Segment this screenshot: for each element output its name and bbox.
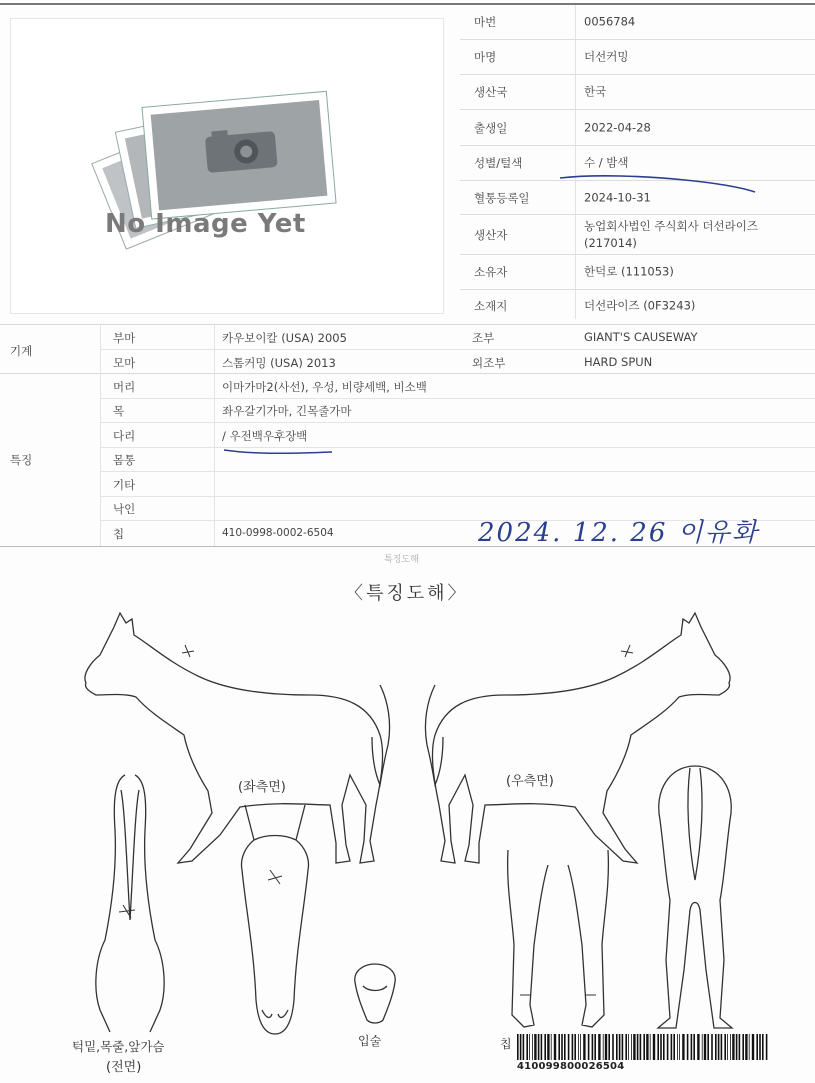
barcode-bar (538, 1034, 540, 1060)
barcode-bar (727, 1034, 728, 1060)
barcode-bar (637, 1034, 639, 1060)
info-label: 생산자 (474, 227, 508, 242)
barcode-bar (558, 1034, 560, 1060)
barcode-bar (640, 1034, 642, 1060)
info-label: 생산국 (474, 85, 508, 99)
horse-photo-placeholder (10, 18, 444, 314)
info-label: 소유자 (474, 265, 508, 279)
barcode-bar (625, 1034, 627, 1060)
horse-rear-drawing (640, 760, 750, 1035)
barcode-bar (517, 1034, 519, 1060)
barcode-bar (646, 1034, 648, 1060)
info-row-horse-number (460, 5, 815, 40)
sire-label: 부마 (113, 331, 136, 345)
horse-front-neck-drawing (85, 770, 175, 1040)
barcode-bar (707, 1034, 709, 1060)
barcode-bar (657, 1034, 659, 1060)
info-value: 더선라이즈 (0F3243) (584, 298, 696, 313)
pedigree-section-label: 기계 (10, 344, 33, 358)
feature-row-divider (100, 422, 815, 423)
info-value: 2024-10-31 (584, 190, 651, 204)
chip-label: 칩 (500, 1037, 512, 1051)
info-row-breeder (460, 215, 815, 255)
barcode-bar (721, 1034, 723, 1060)
info-label: 성별/털색 (474, 156, 523, 170)
barcode-bar (554, 1034, 556, 1060)
info-value: 수 / 밤색 (584, 155, 629, 170)
feature-value-head: 이마가마2(사선), 우성, 비량세백, 비소백 (222, 380, 427, 394)
barcode-bar (742, 1034, 744, 1060)
barcode-bar (715, 1034, 717, 1060)
barcode-bar (574, 1034, 576, 1060)
info-label: 소재지 (474, 299, 508, 313)
feature-label-neck: 목 (113, 404, 125, 418)
feature-row-divider (100, 496, 815, 497)
dam-label: 모마 (113, 356, 136, 370)
barcode-bar (653, 1034, 655, 1060)
barcode-bar (532, 1034, 533, 1060)
barcode-bar (643, 1034, 645, 1060)
damsire-label: 외조부 (472, 356, 506, 370)
barcode-bar (739, 1034, 741, 1060)
barcode-bar (691, 1034, 693, 1060)
barcode-bar (732, 1034, 734, 1060)
drawing-title: 〈특징도해〉 (345, 583, 469, 604)
barcode-bar (608, 1034, 610, 1060)
barcode-bar (697, 1034, 699, 1060)
barcode-bar (526, 1034, 528, 1060)
feature-value-chip: 410-0998-0002-6504 (222, 527, 334, 539)
handwritten-date-signature: 2024. 12. 26 이유화 (478, 518, 760, 548)
front-label-line2: (전면) (106, 1060, 142, 1075)
grandsire-label: 조부 (472, 331, 495, 345)
barcode-bar (622, 1034, 624, 1060)
barcode-bar (702, 1034, 703, 1060)
barcode-bar (544, 1034, 546, 1060)
breeder-name: 농업회사법인 주식회사 더선라이즈 (584, 218, 758, 233)
horse-lips-drawing (345, 962, 405, 1027)
info-label: 마번 (474, 15, 497, 29)
info-label: 출생일 (474, 120, 508, 135)
barcode-number: 410099800026504 (517, 1061, 625, 1072)
info-label: 마명 (474, 50, 497, 64)
info-row-location (460, 290, 815, 322)
handwritten-underline-mark (555, 170, 765, 200)
barcode-bar (752, 1034, 754, 1060)
table-top-border (0, 324, 815, 325)
barcode-bar (534, 1034, 536, 1060)
feature-row-divider (100, 398, 815, 399)
barcode-bar (718, 1034, 720, 1060)
features-section-label: 특징 (10, 453, 33, 467)
barcode-bar (663, 1034, 665, 1060)
feature-label-head: 머리 (113, 380, 136, 394)
drawing-small-caption: 특징도해 (384, 555, 419, 565)
barcode-bar (749, 1034, 750, 1060)
barcode-bar (679, 1034, 680, 1060)
breeder-code: (217014) (584, 235, 637, 250)
barcode-bar (660, 1034, 662, 1060)
feature-row-divider (100, 471, 815, 472)
feature-value-neck: 좌우갈기가마, 긴목줄가마 (222, 404, 352, 418)
features-top-border (0, 373, 815, 374)
feature-label-chip: 칩 (113, 527, 125, 541)
feature-label-body: 몸통 (113, 453, 136, 467)
barcode-bar (693, 1034, 695, 1060)
barcode-bar (633, 1034, 635, 1060)
sire-value: 카우보이칼 (USA) 2005 (222, 331, 347, 345)
barcode-bar (588, 1034, 590, 1060)
barcode-bar (568, 1034, 570, 1060)
grandsire-value: GIANT'S CAUSEWAY (584, 330, 698, 344)
info-value: 한덕로 (111053) (584, 264, 674, 279)
barcode-bar (592, 1034, 594, 1060)
barcode-bar (612, 1034, 614, 1060)
barcode-bar (756, 1034, 758, 1060)
barcode-bar (583, 1034, 585, 1060)
dam-value: 스톰커밍 (USA) 2013 (222, 356, 336, 370)
barcode-bar (605, 1034, 607, 1060)
barcode-bar (541, 1034, 543, 1060)
barcode-bar (523, 1034, 525, 1060)
barcode-bar (572, 1034, 574, 1060)
info-label: 혈통등록일 (474, 190, 530, 205)
horse-front-legs-drawing (498, 845, 618, 1035)
feature-row-divider (100, 447, 815, 448)
barcode-bar (650, 1034, 651, 1060)
barcode-bar (603, 1034, 604, 1060)
barcode-bar (564, 1034, 566, 1060)
info-row-birth-date (460, 110, 815, 146)
barcode-bar (551, 1034, 552, 1060)
info-value: 0056784 (584, 14, 636, 29)
barcode-bar (667, 1034, 669, 1060)
horse-head-front-drawing (230, 800, 320, 1040)
front-label-line1: 턱밑,목줄,앞가슴 (72, 1039, 165, 1054)
info-row-country (460, 75, 815, 110)
barcode-bar (766, 1034, 768, 1060)
barcode-bar (616, 1034, 618, 1060)
photo-stack-icon (71, 79, 371, 219)
barcode-bar (673, 1034, 675, 1060)
feature-label-legs: 다리 (113, 429, 136, 443)
pedigree-row-divider (100, 349, 815, 350)
barcode-bar (619, 1034, 621, 1060)
barcode-bar (762, 1034, 764, 1060)
feature-value-legs: / 우전백우후장백 (222, 429, 308, 443)
damsire-value: HARD SPUN (584, 355, 653, 369)
barcode-bar (520, 1034, 522, 1060)
barcode-bar (687, 1034, 689, 1060)
lips-label: 입술 (358, 1034, 382, 1048)
info-row-owner (460, 255, 815, 290)
barcode-bar (677, 1034, 678, 1060)
no-image-text: No Image Yet (105, 209, 306, 239)
barcode-bar (736, 1034, 738, 1060)
feature-label-other: 기타 (113, 478, 136, 492)
barcode-bar (704, 1034, 706, 1060)
barcode-bar (529, 1034, 530, 1060)
chip-barcode (515, 1034, 769, 1060)
barcode-bar (671, 1034, 673, 1060)
barcode-bar (631, 1034, 632, 1060)
right-side-label: (우측면) (506, 774, 554, 789)
info-value: 한국 (584, 84, 607, 99)
barcode-bar (745, 1034, 747, 1060)
info-value (584, 218, 758, 252)
barcode-bar (682, 1034, 684, 1060)
barcode-bar (724, 1034, 726, 1060)
barcode-bar (598, 1034, 600, 1060)
barcode-bar (547, 1034, 549, 1060)
feature-label-brand: 낙인 (113, 502, 136, 516)
barcode-bar (578, 1034, 579, 1060)
barcode-bar (711, 1034, 713, 1060)
info-value: 2022-04-28 (584, 120, 651, 134)
barcode-bar (628, 1034, 629, 1060)
table-column-divider (100, 325, 101, 546)
barcode-bar (759, 1034, 761, 1060)
info-row-horse-name (460, 40, 815, 75)
barcode-bar (730, 1034, 731, 1060)
barcode-bar (561, 1034, 563, 1060)
barcode-bar (580, 1034, 581, 1060)
handwritten-underline-legs (222, 445, 337, 459)
barcode-bar (594, 1034, 596, 1060)
table-column-divider (214, 325, 215, 546)
info-value: 더선커밍 (584, 49, 629, 64)
left-side-label: (좌측면) (238, 780, 286, 795)
